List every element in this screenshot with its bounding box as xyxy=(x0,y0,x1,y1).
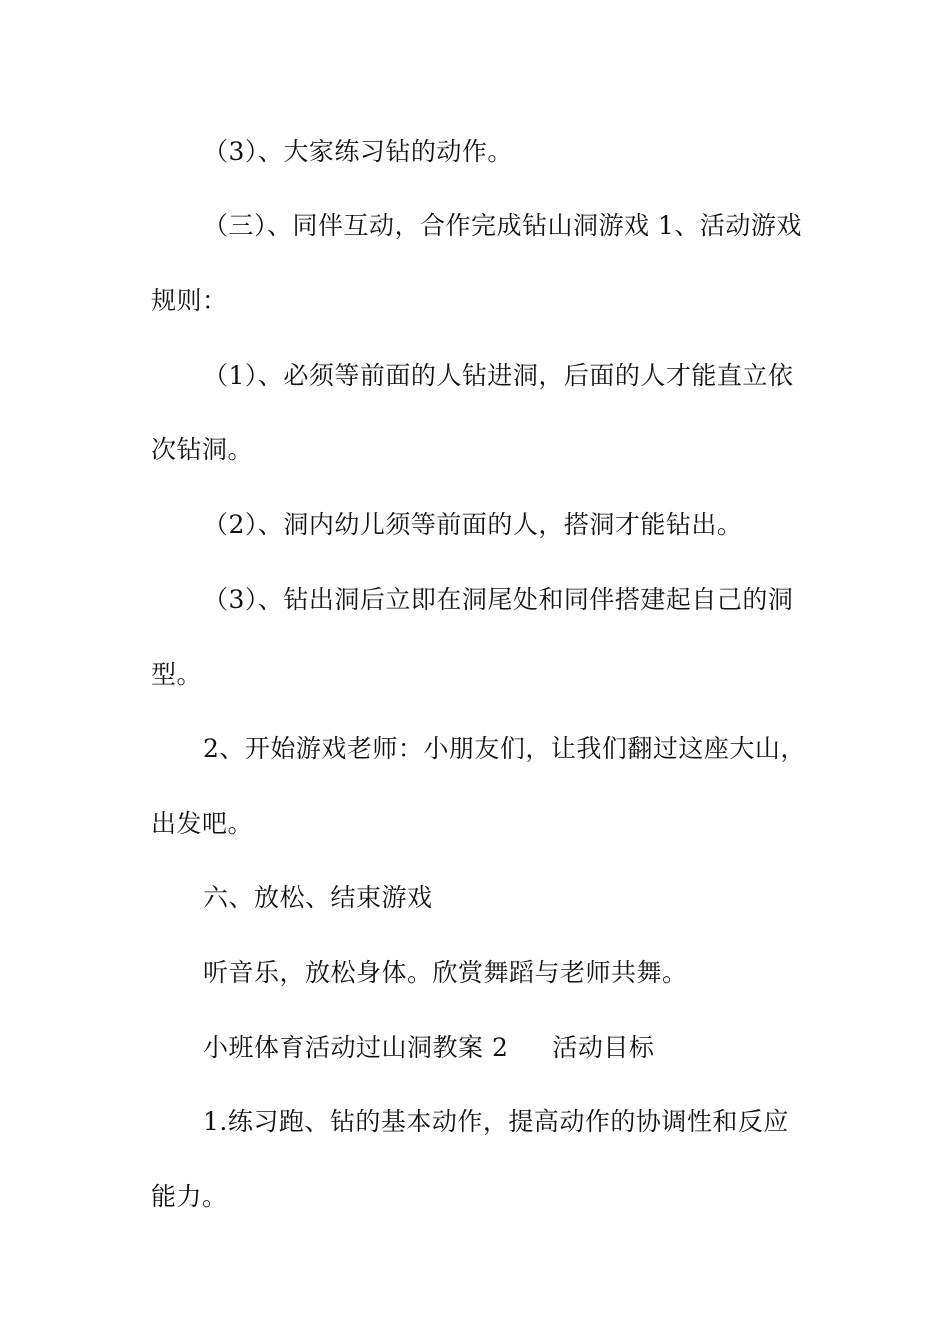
paragraph-line: 1.练习跑、钻的基本动作，提高动作的协调性和反应 xyxy=(203,1107,789,1136)
paragraph-line: 听音乐，放松身体。欣赏舞蹈与老师共舞。 xyxy=(203,958,688,987)
objectives-heading: 活动目标 xyxy=(552,1033,655,1062)
paragraph-line: 能力。 xyxy=(151,1182,228,1211)
paragraph-line: （3）、钻出洞后立即在洞尾处和同伴搭建起自己的洞 xyxy=(203,585,794,614)
paragraph-line: （三）、同伴互动，合作完成钻山洞游戏 1、活动游戏 xyxy=(203,211,802,240)
paragraph-line: （1）、必须等前面的人钻进洞，后面的人才能直立依 xyxy=(203,361,794,390)
paragraph-line: （2）、洞内幼儿须等前面的人，搭洞才能钻出。 xyxy=(203,510,743,539)
paragraph-line: 2、开始游戏老师：小朋友们，让我们翻过这座大山， xyxy=(203,734,806,763)
paragraph-line: 出发吧。 xyxy=(151,809,254,838)
lesson-title: 小班体育活动过山洞教案 2 xyxy=(203,1033,509,1062)
section-heading: 六、放松、结束游戏 xyxy=(203,883,433,912)
paragraph-line: 次钻洞。 xyxy=(151,435,254,464)
paragraph-line: 规则： xyxy=(151,286,228,315)
lesson-title-line xyxy=(203,1032,654,1064)
paragraph-line: （3）、大家练习钻的动作。 xyxy=(203,137,513,166)
paragraph-line: 型。 xyxy=(151,660,203,689)
